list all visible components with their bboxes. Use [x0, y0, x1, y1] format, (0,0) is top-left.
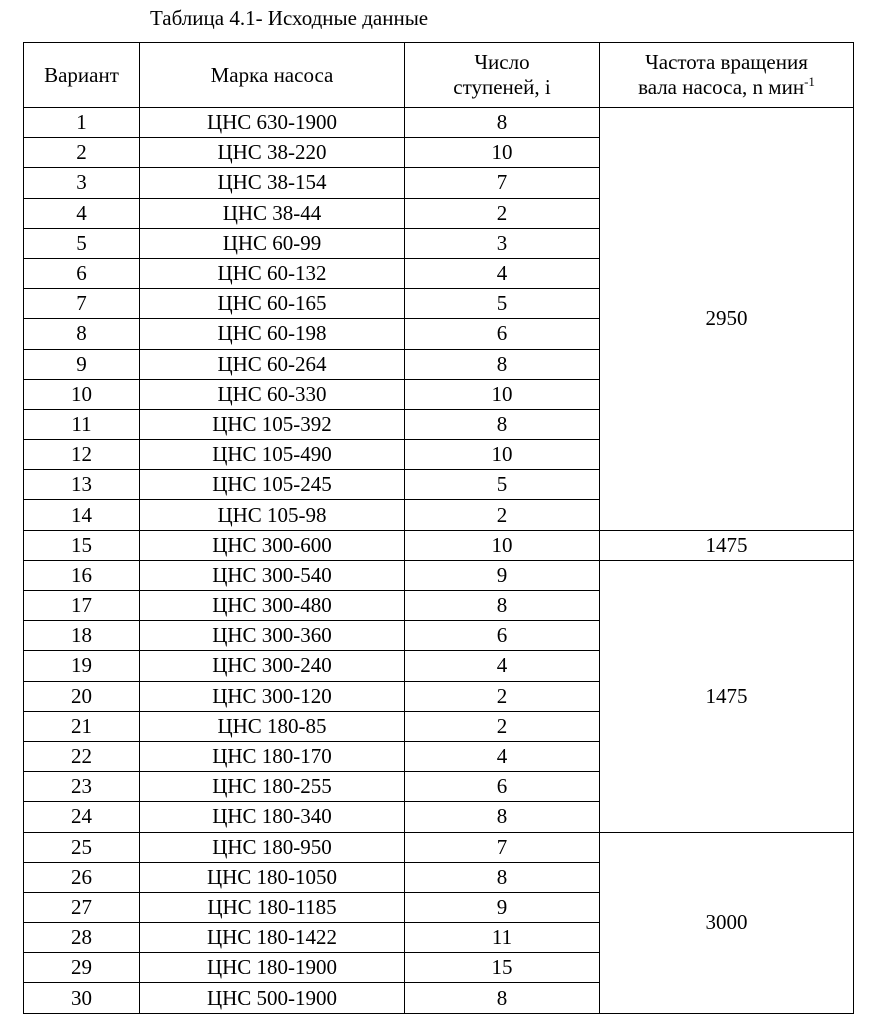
stages-cell: 8 — [405, 802, 600, 832]
variant-cell: 22 — [24, 741, 140, 771]
pump-cell: ЦНС 60-264 — [140, 349, 405, 379]
header-stages-line1: Число — [474, 50, 530, 74]
variant-cell: 6 — [24, 258, 140, 288]
stages-cell: 4 — [405, 651, 600, 681]
stages-cell: 8 — [405, 862, 600, 892]
variant-cell: 14 — [24, 500, 140, 530]
stages-cell: 9 — [405, 560, 600, 590]
stages-cell: 9 — [405, 892, 600, 922]
stages-cell: 2 — [405, 500, 600, 530]
pump-cell: ЦНС 38-154 — [140, 168, 405, 198]
stages-cell: 4 — [405, 258, 600, 288]
variant-cell: 16 — [24, 560, 140, 590]
stages-cell: 10 — [405, 138, 600, 168]
stages-cell: 8 — [405, 983, 600, 1013]
variant-cell: 20 — [24, 681, 140, 711]
pump-cell: ЦНС 300-120 — [140, 681, 405, 711]
table-body — [24, 108, 854, 1014]
stages-cell: 10 — [405, 440, 600, 470]
pump-cell: ЦНС 105-392 — [140, 409, 405, 439]
pump-cell: ЦНС 105-98 — [140, 500, 405, 530]
table-caption: Таблица 4.1- Исходные данные — [150, 6, 429, 30]
variant-cell: 8 — [24, 319, 140, 349]
header-stages-line2: ступеней, i — [453, 75, 551, 99]
stages-cell: 2 — [405, 711, 600, 741]
pump-cell: ЦНС 300-480 — [140, 591, 405, 621]
speed-cell: 1475 — [600, 530, 854, 560]
stages-cell: 8 — [405, 591, 600, 621]
pump-cell: ЦНС 180-1185 — [140, 892, 405, 922]
pump-cell: ЦНС 180-170 — [140, 741, 405, 771]
header-stages — [405, 43, 600, 108]
speed-cell: 1475 — [600, 560, 854, 832]
variant-cell: 9 — [24, 349, 140, 379]
header-row — [24, 43, 854, 108]
pump-cell: ЦНС 500-1900 — [140, 983, 405, 1013]
stages-cell: 15 — [405, 953, 600, 983]
pump-cell: ЦНС 180-1422 — [140, 923, 405, 953]
table-row — [24, 560, 854, 590]
stages-cell: 6 — [405, 621, 600, 651]
stages-cell: 6 — [405, 319, 600, 349]
variant-cell: 12 — [24, 440, 140, 470]
variant-cell: 28 — [24, 923, 140, 953]
variant-cell: 13 — [24, 470, 140, 500]
stages-cell: 7 — [405, 832, 600, 862]
pump-cell: ЦНС 105-490 — [140, 440, 405, 470]
pump-data-table — [23, 42, 854, 1014]
pump-cell: ЦНС 180-1900 — [140, 953, 405, 983]
pump-cell: ЦНС 180-950 — [140, 832, 405, 862]
variant-cell: 23 — [24, 772, 140, 802]
pump-cell: ЦНС 300-240 — [140, 651, 405, 681]
variant-cell: 1 — [24, 108, 140, 138]
stages-cell: 8 — [405, 349, 600, 379]
stages-cell: 4 — [405, 741, 600, 771]
variant-cell: 4 — [24, 198, 140, 228]
header-speed-line1: Частота вращения — [645, 50, 808, 74]
variant-cell: 25 — [24, 832, 140, 862]
pump-cell: ЦНС 300-360 — [140, 621, 405, 651]
stages-cell: 5 — [405, 470, 600, 500]
pump-cell: ЦНС 38-44 — [140, 198, 405, 228]
pump-cell: ЦНС 630-1900 — [140, 108, 405, 138]
pump-cell: ЦНС 180-85 — [140, 711, 405, 741]
speed-cell: 3000 — [600, 832, 854, 1013]
stages-cell: 7 — [405, 168, 600, 198]
header-speed — [600, 43, 854, 108]
variant-cell: 5 — [24, 228, 140, 258]
table-row — [24, 108, 854, 138]
variant-cell: 7 — [24, 289, 140, 319]
variant-cell: 18 — [24, 621, 140, 651]
pump-cell: ЦНС 300-540 — [140, 560, 405, 590]
variant-cell: 17 — [24, 591, 140, 621]
variant-cell: 27 — [24, 892, 140, 922]
table-row — [24, 832, 854, 862]
pump-cell: ЦНС 60-198 — [140, 319, 405, 349]
variant-cell: 2 — [24, 138, 140, 168]
header-variant: Вариант — [24, 43, 140, 108]
stages-cell: 11 — [405, 923, 600, 953]
stages-cell: 8 — [405, 108, 600, 138]
pump-cell: ЦНС 180-255 — [140, 772, 405, 802]
pump-cell: ЦНС 38-220 — [140, 138, 405, 168]
variant-cell: 26 — [24, 862, 140, 892]
variant-cell: 19 — [24, 651, 140, 681]
variant-cell: 15 — [24, 530, 140, 560]
pump-cell: ЦНС 60-330 — [140, 379, 405, 409]
speed-cell: 2950 — [600, 108, 854, 531]
header-speed-exponent: -1 — [804, 74, 815, 89]
pump-cell: ЦНС 60-132 — [140, 258, 405, 288]
variant-cell: 24 — [24, 802, 140, 832]
header-pump: Марка насоса — [140, 43, 405, 108]
stages-cell: 10 — [405, 530, 600, 560]
stages-cell: 6 — [405, 772, 600, 802]
variant-cell: 3 — [24, 168, 140, 198]
stages-cell: 10 — [405, 379, 600, 409]
stages-cell: 5 — [405, 289, 600, 319]
pump-cell: ЦНС 105-245 — [140, 470, 405, 500]
variant-cell: 10 — [24, 379, 140, 409]
stages-cell: 8 — [405, 409, 600, 439]
pump-cell: ЦНС 60-99 — [140, 228, 405, 258]
stages-cell: 3 — [405, 228, 600, 258]
variant-cell: 29 — [24, 953, 140, 983]
variant-cell: 30 — [24, 983, 140, 1013]
table-row — [24, 530, 854, 560]
stages-cell: 2 — [405, 198, 600, 228]
pump-cell: ЦНС 180-1050 — [140, 862, 405, 892]
pump-cell: ЦНС 180-340 — [140, 802, 405, 832]
pump-cell: ЦНС 60-165 — [140, 289, 405, 319]
header-speed-line2: вала насоса, n мин — [638, 75, 805, 99]
variant-cell: 21 — [24, 711, 140, 741]
stages-cell: 2 — [405, 681, 600, 711]
pump-cell: ЦНС 300-600 — [140, 530, 405, 560]
variant-cell: 11 — [24, 409, 140, 439]
